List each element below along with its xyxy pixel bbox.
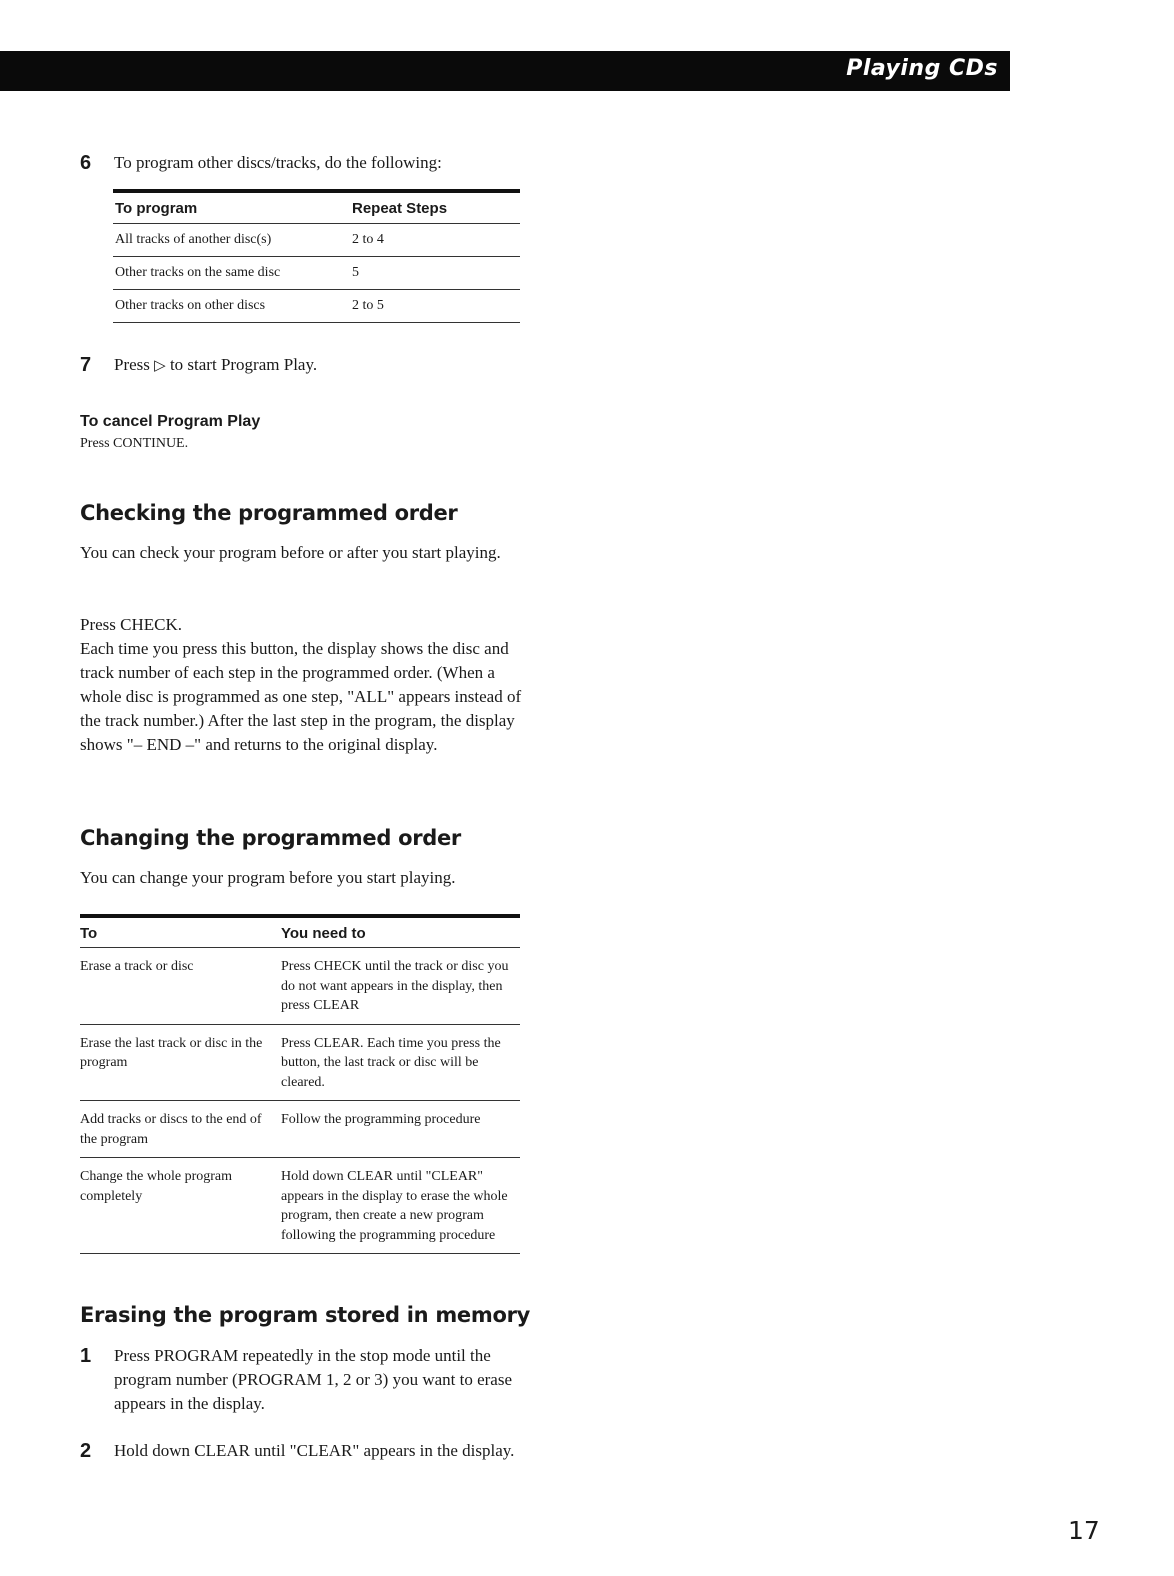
checking-body: [80, 613, 525, 757]
program-table: [113, 189, 520, 323]
table-cell: Hold down CLEAR until "CLEAR" appears in the display to erase the whole program, then create a new program following the programming procedure: [281, 1158, 520, 1254]
table-row: [80, 948, 520, 1025]
table-cell: Press CLEAR. Each time you press the button, the last track or disc will be cleared.: [281, 1024, 520, 1101]
header-title: Playing CDs: [846, 56, 998, 81]
checking-intro: You can check your program before or after you start playing.: [80, 543, 501, 562]
table-cell: 5: [350, 257, 520, 290]
changing-table: [80, 914, 520, 1254]
cancel-text: Press CONTINUE.: [80, 436, 189, 451]
table-cell: Erase the last track or disc in the program: [80, 1024, 281, 1101]
table-cell: 2 to 4: [350, 224, 520, 257]
step-7: [80, 353, 520, 377]
step-text: To program other discs/tracks, do the following:: [114, 153, 442, 172]
step-text: Press PROGRAM repeatedly in the stop mode until the program number (PROGRAM 1, 2 or 3) you want to erase appears in the display.: [114, 1346, 513, 1413]
step-text-post: to start Program Play.: [169, 355, 318, 374]
column-header: Repeat Steps: [350, 191, 520, 224]
table-row: [80, 1024, 520, 1101]
table-row: [113, 290, 520, 323]
play-arrow-icon: ▷: [154, 356, 166, 374]
step-number: 1: [80, 1345, 92, 1367]
table-row: [113, 224, 520, 257]
table-row: [80, 1101, 520, 1158]
step-text-pre: Press: [114, 355, 150, 374]
erase-step-2: [80, 1439, 520, 1463]
step-number: 6: [80, 152, 92, 174]
step-text: [114, 353, 520, 377]
table-cell: Change the whole program completely: [80, 1158, 281, 1254]
table-cell: Follow the programming procedure: [281, 1101, 520, 1158]
table-cell: Other tracks on the same disc: [113, 257, 350, 290]
table-cell: Add tracks or discs to the end of the program: [80, 1101, 281, 1158]
erasing-title: Erasing the program stored in memory: [80, 1303, 531, 1327]
step-text: Hold down CLEAR until "CLEAR" appears in the display.: [114, 1441, 515, 1460]
cancel-heading: To cancel Program Play: [80, 413, 261, 430]
table-cell: Erase a track or disc: [80, 948, 281, 1025]
checking-press: Press CHECK.: [80, 615, 183, 634]
table-cell: Press CHECK until the track or disc you do not want appears in the display, then press CLEAR: [281, 948, 520, 1025]
column-header: To program: [113, 191, 350, 224]
step-number: 7: [80, 354, 92, 376]
checking-desc: Each time you press this button, the display shows the disc and track number of each step in the programmed order. (When a whole disc is programmed as one step, "ALL" appears instead of the track number.) After the last step in the program, the display shows "– END –" and returns to the original display.: [80, 639, 522, 754]
column-header: To: [80, 916, 281, 948]
table-header-row: [113, 191, 520, 224]
table-cell: 2 to 5: [350, 290, 520, 323]
column-header: You need to: [281, 916, 520, 948]
table-header-row: [80, 916, 520, 948]
table-row: [113, 257, 520, 290]
step-number: 2: [80, 1440, 92, 1462]
page-number: 17: [1068, 1516, 1100, 1545]
table-cell: All tracks of another disc(s): [113, 224, 350, 257]
erase-step-1: [80, 1344, 520, 1416]
table-row: [80, 1158, 520, 1254]
step-6: [80, 151, 520, 175]
changing-intro: You can change your program before you start playing.: [80, 868, 456, 887]
changing-title: Changing the programmed order: [80, 826, 461, 850]
table-cell: Other tracks on other discs: [113, 290, 350, 323]
checking-title: Checking the programmed order: [80, 501, 458, 525]
header-bar: [0, 51, 1010, 91]
